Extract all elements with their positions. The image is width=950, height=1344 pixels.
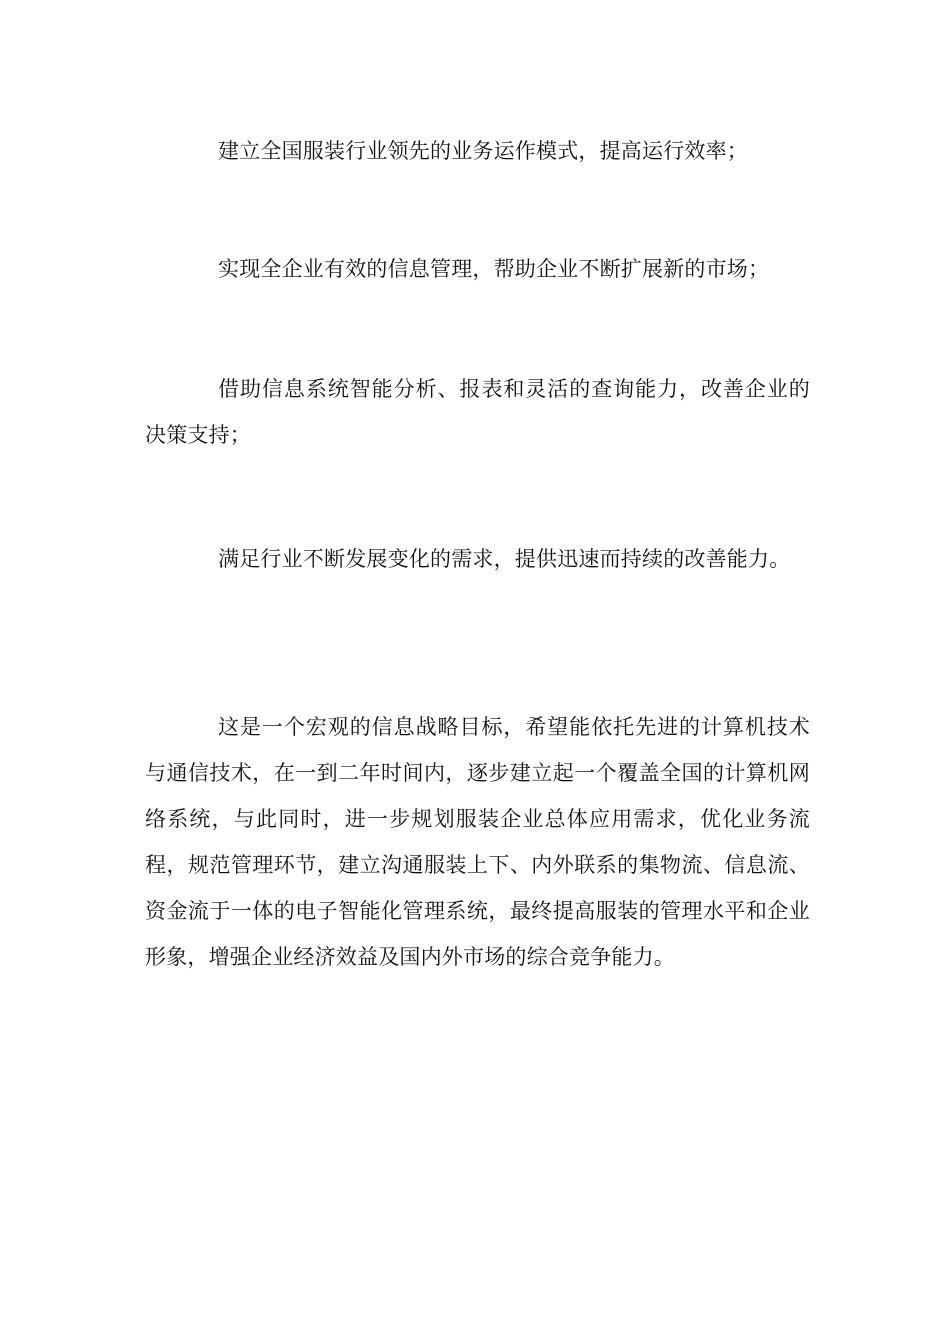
paragraph-2: 实现全企业有效的信息管理，帮助企业不断扩展新的市场； <box>218 257 770 281</box>
paragraph-3: 借助信息系统智能分析、报表和灵活的查询能力，改善企业的决策支持； <box>145 377 810 447</box>
paragraph-1: 建立全国服装行业领先的业务运作模式，提高运行效率； <box>218 139 748 163</box>
paragraph-4: 满足行业不断发展变化的需求，提供迅速而持续的改善能力。 <box>218 547 791 571</box>
paragraph-5: 这是一个宏观的信息战略目标，希望能依托先进的计算机技术与通信技术，在一到二年时间内，逐步建立起一个覆盖全国的计算机网络系统，与此同时，进一步规划服装企业总体应用需求，优化业务流程，规范管理环节，建立沟通服装上下、内外联系的集物流、信息流、资金流于一体的电子智能化管理系统，最终提高服装的管理水平和企业形象，增强企业经济效益及国内外市场的综合竞争能力。 <box>145 715 810 969</box>
